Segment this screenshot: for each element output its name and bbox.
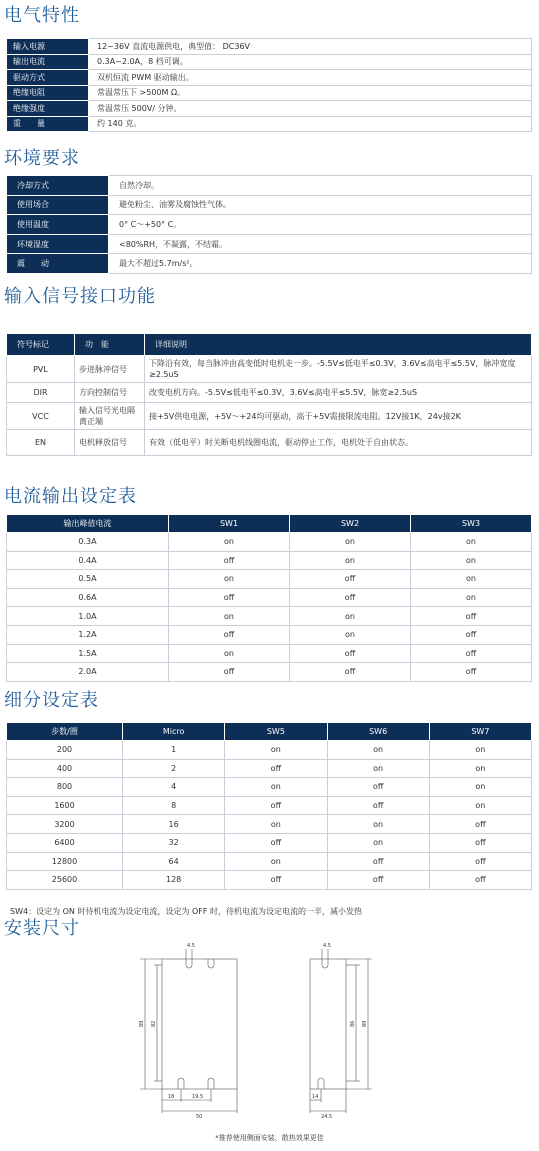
electrical-label: 输入电源 [7, 39, 89, 55]
subdiv-cell: 32 [123, 833, 225, 852]
current-cell: on [411, 588, 532, 607]
electrical-row [7, 70, 532, 86]
current-cell: on [411, 533, 532, 552]
current-cell: 0.6A [7, 588, 169, 607]
environment-row [7, 215, 532, 235]
subdiv-cell: 3200 [7, 815, 123, 834]
signal-description: 改变电机方向。-5.5V≤低电平≤0.3V，3.6V≤高电平≤5.5V，脉宽≥2.5uS [145, 383, 532, 403]
current-header: SW2 [290, 515, 411, 533]
current-cell: on [169, 644, 290, 663]
subdiv-cell: on [327, 759, 429, 778]
environment-value: 自然冷却。 [109, 176, 532, 196]
signal-header-function: 功 能 [75, 334, 145, 356]
subdiv-cell: off [225, 833, 327, 852]
subdiv-cell: 2 [123, 759, 225, 778]
environment-value: <80%RH，不凝露，不结霜。 [109, 234, 532, 254]
current-row [7, 625, 532, 644]
environment-label: 使用场合 [7, 195, 109, 215]
subdiv-cell: off [225, 759, 327, 778]
subdiv-cell: 8 [123, 796, 225, 815]
current-cell: off [411, 644, 532, 663]
subdiv-row [7, 833, 532, 852]
environment-row [7, 195, 532, 215]
subdiv-cell: on [429, 741, 531, 760]
subdiv-cell: 1 [123, 741, 225, 760]
dim-front-height-inner: 82 [151, 1020, 157, 1027]
section-title-environment: 环境要求 [4, 148, 80, 169]
subdiv-row [7, 778, 532, 797]
electrical-label: 重 量 [7, 116, 89, 132]
current-cell: off [411, 663, 532, 682]
signal-header-symbol: 符号标记 [7, 334, 75, 356]
current-header: SW1 [169, 515, 290, 533]
subdiv-cell: off [225, 871, 327, 890]
subdiv-cell: off [429, 815, 531, 834]
subdiv-row [7, 759, 532, 778]
subdiv-cell: off [429, 852, 531, 871]
subdiv-cell: 12800 [7, 852, 123, 871]
signal-header-detail: 详细说明 [145, 334, 532, 356]
environment-label: 环境湿度 [7, 234, 109, 254]
subdiv-cell: 800 [7, 778, 123, 797]
electrical-label: 绝缘电阻 [7, 85, 89, 101]
signal-description: 有效（低电平）时关断电机线圈电流，驱动停止工作，电机处于自由状态。 [145, 430, 532, 456]
electrical-label: 驱动方式 [7, 70, 89, 86]
current-cell: on [290, 533, 411, 552]
subdiv-cell: on [225, 852, 327, 871]
subdiv-cell: on [327, 741, 429, 760]
subdiv-header: Micro [123, 723, 225, 741]
subdiv-cell: on [225, 815, 327, 834]
signal-function: 方向控制信号 [75, 383, 145, 403]
current-cell: on [290, 551, 411, 570]
electrical-value: 12~36V 直流电源供电，典型值： DC36V [89, 39, 532, 55]
subdiv-cell: off [327, 852, 429, 871]
section-title-input-signal: 输入信号接口功能 [4, 286, 156, 307]
subdiv-cell: 6400 [7, 833, 123, 852]
environment-row [7, 234, 532, 254]
dim-side-bottom: 14 [312, 1094, 319, 1100]
subdiv-cell: 200 [7, 741, 123, 760]
current-cell: off [290, 644, 411, 663]
dim-front-top: 4.5 [187, 943, 195, 949]
subdiv-cell: on [327, 815, 429, 834]
subdiv-header: SW5 [225, 723, 327, 741]
dim-side-height-outer: 89 [362, 1020, 368, 1027]
subdiv-cell: 25600 [7, 871, 123, 890]
signal-symbol: VCC [7, 403, 75, 430]
electrical-row [7, 116, 532, 132]
current-cell: off [169, 663, 290, 682]
current-cell: 1.0A [7, 607, 169, 626]
environment-value: 最大不超过5.7m/s²。 [109, 254, 532, 274]
current-cell: on [290, 607, 411, 626]
signal-symbol: EN [7, 430, 75, 456]
current-cell: 0.5A [7, 570, 169, 589]
signal-row [7, 403, 532, 430]
environment-label: 使用温度 [7, 215, 109, 235]
current-row [7, 570, 532, 589]
subdiv-cell: on [327, 833, 429, 852]
current-cell: off [411, 625, 532, 644]
current-row [7, 533, 532, 552]
current-cell: on [290, 625, 411, 644]
environment-table [6, 175, 532, 274]
subdiv-row [7, 741, 532, 760]
dim-front-bottom-left: 18 [168, 1094, 175, 1100]
subdiv-cell: 1600 [7, 796, 123, 815]
current-row [7, 607, 532, 626]
subdiv-cell: off [429, 871, 531, 890]
dim-side-total: 24.5 [321, 1114, 333, 1120]
current-cell: off [290, 588, 411, 607]
signal-row [7, 356, 532, 383]
subdiv-cell: on [429, 759, 531, 778]
electrical-row [7, 85, 532, 101]
subdiv-cell: 64 [123, 852, 225, 871]
electrical-row [7, 54, 532, 70]
electrical-value: 常温常压 500V/ 分钟。 [89, 101, 532, 117]
subdiv-cell: off [327, 796, 429, 815]
signal-description: 下降沿有效，每当脉冲由高变低时电机走一步。-5.5V≤低电平≤0.3V，3.6V≤高电平≤5.5V，脉冲宽度≥2.5uS [145, 356, 532, 383]
signal-table [6, 333, 532, 456]
subdiv-cell: on [225, 741, 327, 760]
section-title-install: 安装尺寸 [4, 918, 80, 939]
signal-function: 电机释放信号 [75, 430, 145, 456]
current-cell: off [169, 551, 290, 570]
subdiv-cell: off [429, 833, 531, 852]
current-cell: 2.0A [7, 663, 169, 682]
signal-function: 步进脉冲信号 [75, 356, 145, 383]
subdiv-row [7, 796, 532, 815]
signal-function: 输入信号光电隔离正端 [75, 403, 145, 430]
current-cell: on [169, 570, 290, 589]
current-header: 输出峰值电流 [7, 515, 169, 533]
subdiv-cell: on [429, 796, 531, 815]
current-cell: on [169, 533, 290, 552]
subdiv-row [7, 815, 532, 834]
electrical-label: 绝缘强度 [7, 101, 89, 117]
electrical-table [6, 38, 532, 132]
signal-symbol: PVL [7, 356, 75, 383]
current-cell: off [290, 570, 411, 589]
section-title-subdivision: 细分设定表 [4, 690, 99, 711]
section-title-current: 电流输出设定表 [4, 486, 137, 507]
current-cell: off [290, 663, 411, 682]
electrical-row [7, 101, 532, 117]
dim-front-bottom-mid: 19.5 [192, 1094, 204, 1100]
dim-side-top: 4.5 [323, 943, 331, 949]
subdiv-cell: 4 [123, 778, 225, 797]
subdiv-cell: off [225, 796, 327, 815]
current-cell: 0.4A [7, 551, 169, 570]
dim-side-height-inner: 86 [350, 1020, 356, 1027]
current-cell: on [411, 570, 532, 589]
subdiv-row [7, 871, 532, 890]
electrical-value: 约 140 克。 [89, 116, 532, 132]
subdiv-header: SW6 [327, 723, 429, 741]
current-row [7, 588, 532, 607]
subdiv-cell: 16 [123, 815, 225, 834]
current-cell: on [411, 551, 532, 570]
current-cell: off [411, 607, 532, 626]
current-cell: off [169, 625, 290, 644]
current-row [7, 644, 532, 663]
current-row [7, 551, 532, 570]
signal-row [7, 383, 532, 403]
install-caption: *推荐使用侧面安装，散热效果更佳 [215, 1134, 324, 1142]
sw4-note: SW4：设定为 ON 时待机电流为设定电流，设定为 OFF 时，待机电流为设定电流的一半，减小发热 [10, 907, 363, 916]
environment-label: 冷却方式 [7, 176, 109, 196]
subdivision-table [6, 722, 532, 890]
subdiv-row [7, 852, 532, 871]
subdiv-cell: off [327, 778, 429, 797]
subdiv-header: 步数/圈 [7, 723, 123, 741]
environment-value: 避免粉尘、油雾及腐蚀性气体。 [109, 195, 532, 215]
environment-label: 震 动 [7, 254, 109, 274]
mounting-dimension-drawing [0, 935, 539, 1150]
current-cell: on [169, 607, 290, 626]
subdiv-cell: on [429, 778, 531, 797]
current-cell: 0.3A [7, 533, 169, 552]
current-cell: 1.2A [7, 625, 169, 644]
environment-row [7, 254, 532, 274]
dim-front-height-outer: 89 [139, 1020, 145, 1027]
electrical-value: 常温常压下 >500M Ω。 [89, 85, 532, 101]
current-row [7, 663, 532, 682]
current-cell: off [169, 588, 290, 607]
subdiv-header: SW7 [429, 723, 531, 741]
current-header: SW3 [411, 515, 532, 533]
current-cell: 1.5A [7, 644, 169, 663]
current-table [6, 514, 532, 682]
electrical-value: 0.3A~2.0A，8 档可调。 [89, 54, 532, 70]
section-title-electrical: 电气特性 [4, 5, 80, 26]
environment-value: 0° C～+50° C。 [109, 215, 532, 235]
signal-description: 接+5V供电电源，+5V～+24均可驱动，高于+5V需接限流电阻。12V接1K，24v接2K [145, 403, 532, 430]
dim-front-bottom-total: 50 [196, 1114, 203, 1120]
electrical-value: 双机恒流 PWM 驱动输出。 [89, 70, 532, 86]
signal-symbol: DIR [7, 383, 75, 403]
subdiv-cell: off [327, 871, 429, 890]
subdiv-cell: 400 [7, 759, 123, 778]
electrical-label: 输出电流 [7, 54, 89, 70]
signal-row [7, 430, 532, 456]
subdiv-cell: on [225, 778, 327, 797]
electrical-row [7, 39, 532, 55]
subdiv-cell: 128 [123, 871, 225, 890]
environment-row [7, 176, 532, 196]
